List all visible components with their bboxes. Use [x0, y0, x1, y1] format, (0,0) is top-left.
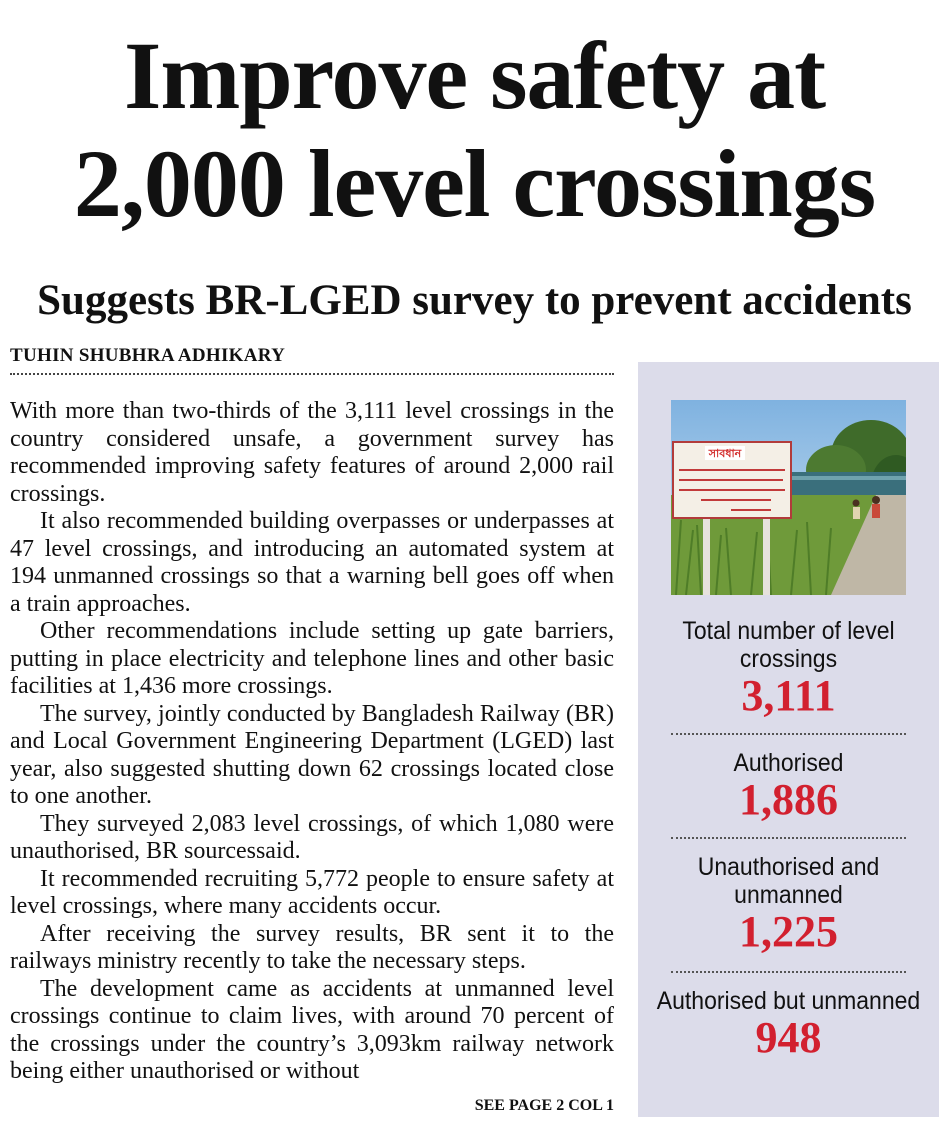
warning-sign-text: সাবধান: [708, 447, 742, 460]
headline: [0, 22, 949, 238]
stat-value: 948: [755, 1013, 822, 1062]
article-paragraph: After receiving the survey results, BR sent it to the railways ministry recently to take the necessary steps.: [10, 920, 614, 974]
article-paragraph: It recommended recruiting 5,772 people to ensure safety at level crossings, where many accidents occur.: [10, 865, 614, 919]
article-paragraph: With more than two-thirds of the 3,111 level crossings in the country considered unsafe, a government survey has recommended improving safety features of around 2,000 rail crossings.: [10, 398, 614, 507]
byline: TUHIN SHUBHRA ADHIKARY: [10, 345, 614, 375]
stat-total-crossings: [638, 617, 939, 719]
article-paragraph: Other recommendations include setting up gate barriers, putting in place electricity and telephone lines and other basic facilities at 1,436 more crossings.: [10, 618, 614, 699]
continuation-jump[interactable]: SEE PAGE 2 COL 1: [474, 1097, 614, 1114]
stat-value: 1,225: [739, 907, 838, 956]
article-body: [10, 398, 614, 1086]
stat-divider: [671, 971, 906, 973]
level-crossing-photo: [671, 400, 906, 595]
stat-label: Authorised: [733, 749, 844, 777]
headline-line-1: Improve safety at: [123, 22, 826, 129]
stat-authorised-unmanned: [638, 987, 939, 1061]
article-paragraph: The development came as accidents at unmanned level crossings continue to claim lives, with around 70 percent of the crossings under the country’s 3,093km railway network being either unauthorised or without: [10, 975, 614, 1084]
article-paragraph: They surveyed 2,083 level crossings, of which 1,080 were unauthorised, BR sourcessaid.: [10, 810, 614, 864]
stat-label: Unauthorised and unmanned: [697, 853, 880, 909]
stat-divider: [671, 837, 906, 839]
stats-sidebar: [638, 362, 939, 1117]
headline-line-2: 2,000 level crossings: [73, 130, 876, 237]
subheadline: Suggests BR-LGED survey to prevent accidents: [37, 277, 912, 324]
stat-value: 3,111: [741, 671, 836, 720]
level-crossing-photo-illustration: [671, 400, 906, 595]
stat-label: Total number of level crossings: [682, 617, 895, 673]
stat-label: Authorised but unmanned: [656, 987, 921, 1015]
stat-divider: [671, 733, 906, 735]
stat-authorised: [638, 749, 939, 823]
article-paragraph: It also recommended building overpasses or underpasses at 47 level crossings, and introducing an automated system at 194 unmanned crossings so that a warning bell goes off when a train approaches.: [10, 508, 614, 617]
article-paragraph: The survey, jointly conducted by Bangladesh Railway (BR) and Local Government Engineering Department (LGED) last year, also suggested shutting down 62 crossings located close to one another.: [10, 700, 614, 809]
stat-value: 1,886: [739, 775, 838, 824]
stat-unauthorised-unmanned: [638, 853, 939, 955]
